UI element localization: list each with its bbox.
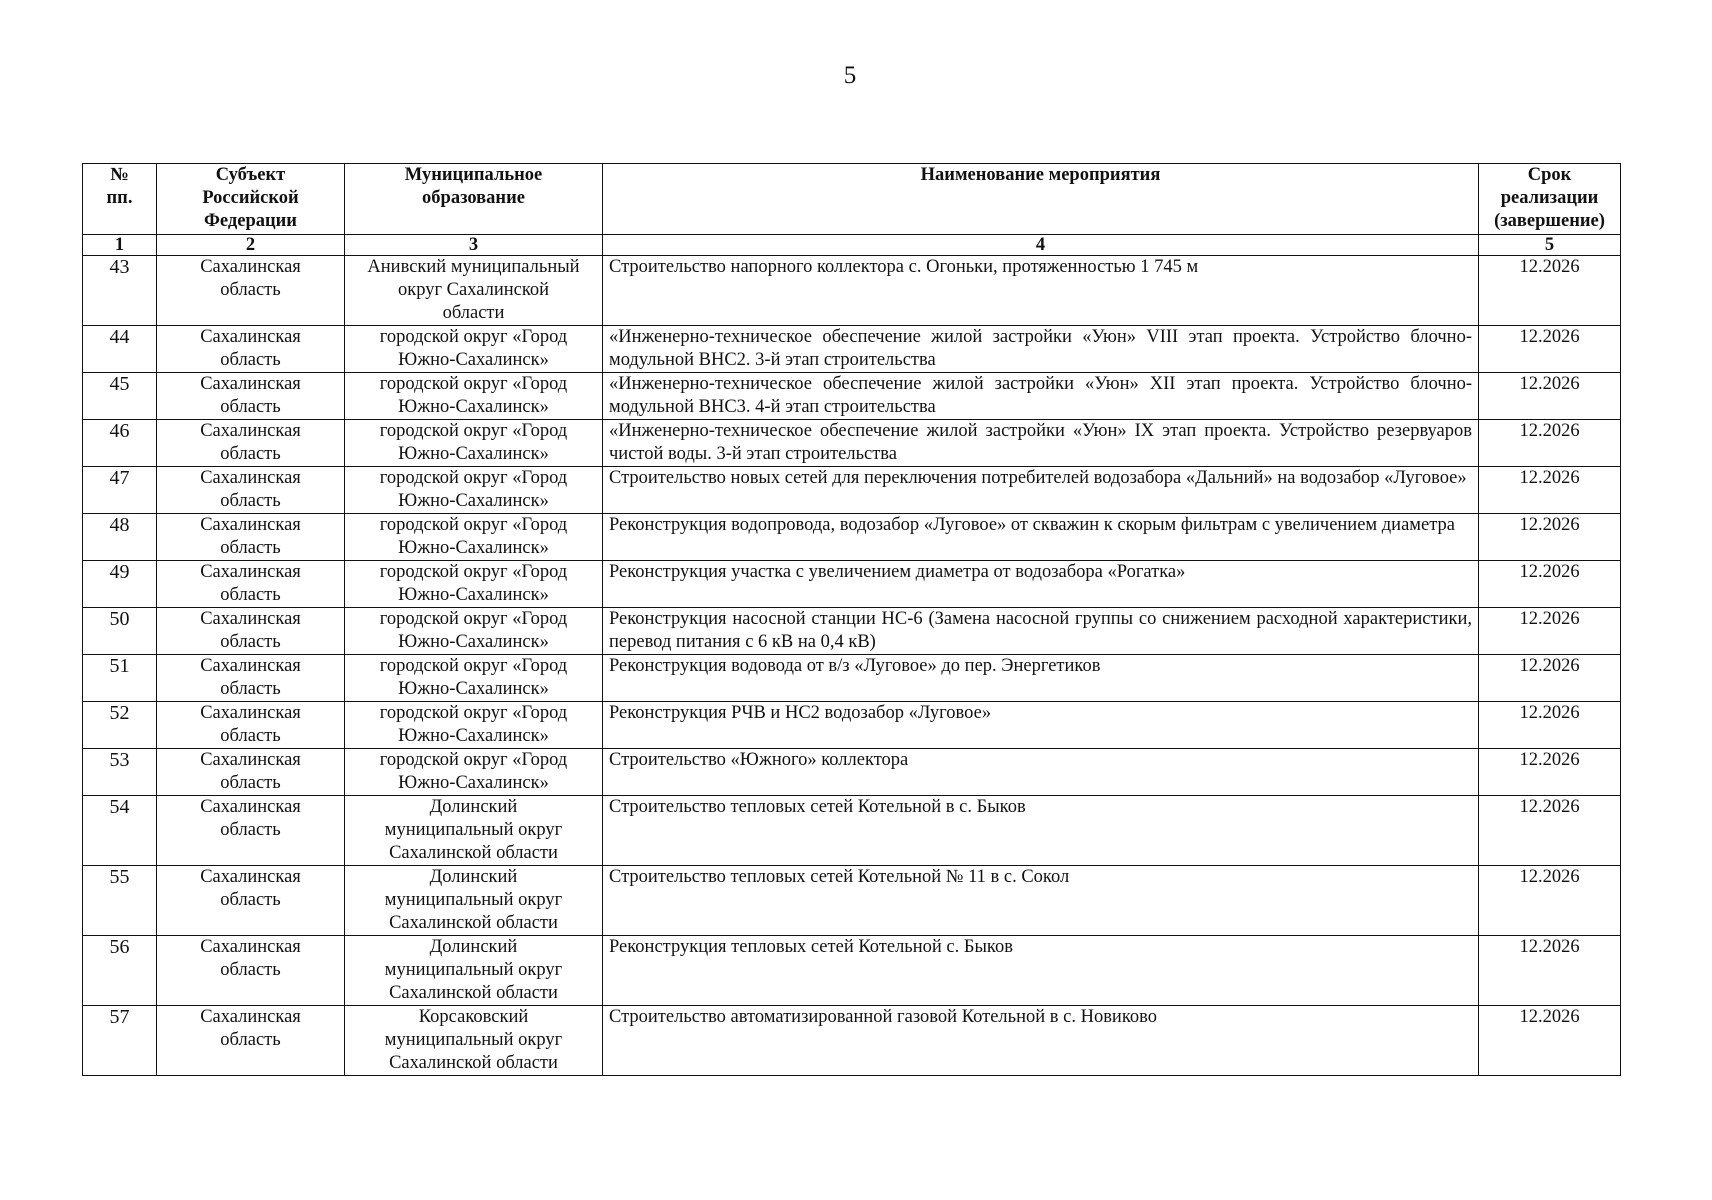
row-deadline: 12.2026 bbox=[1479, 373, 1621, 420]
row-deadline: 12.2026 bbox=[1479, 702, 1621, 749]
row-number: 46 bbox=[83, 420, 157, 467]
row-deadline: 12.2026 bbox=[1479, 326, 1621, 373]
row-measure-name: Строительство автоматизированной газовой Котельной в с. Новиково bbox=[603, 1006, 1479, 1076]
table-row bbox=[83, 420, 1621, 467]
row-deadline: 12.2026 bbox=[1479, 256, 1621, 326]
row-deadline: 12.2026 bbox=[1479, 514, 1621, 561]
row-municipality: городской округ «Город Южно-Сахалинск» bbox=[345, 608, 603, 655]
column-number: 5 bbox=[1479, 235, 1621, 256]
row-subject: Сахалинская область bbox=[157, 1006, 345, 1076]
row-number: 44 bbox=[83, 326, 157, 373]
row-municipality: Долинский муниципальный округ Сахалинской области bbox=[345, 936, 603, 1006]
row-deadline: 12.2026 bbox=[1479, 866, 1621, 936]
row-measure-name: Строительство тепловых сетей Котельной в с. Быков bbox=[603, 796, 1479, 866]
row-measure-name: «Инженерно-техническое обеспечение жилой застройки «Уюн» VIII этап проекта. Устройство блочно-модульной ВНС2. 3-й этап строительства bbox=[603, 326, 1479, 373]
row-municipality: городской округ «Город Южно-Сахалинск» bbox=[345, 514, 603, 561]
row-subject: Сахалинская область bbox=[157, 561, 345, 608]
row-subject: Сахалинская область bbox=[157, 373, 345, 420]
row-subject: Сахалинская область bbox=[157, 702, 345, 749]
row-number: 57 bbox=[83, 1006, 157, 1076]
row-municipality: городской округ «Город Южно-Сахалинск» bbox=[345, 373, 603, 420]
column-number: 3 bbox=[345, 235, 603, 256]
table-row bbox=[83, 326, 1621, 373]
header-subject: Субъект Российской Федерации bbox=[157, 164, 345, 235]
row-subject: Сахалинская область bbox=[157, 326, 345, 373]
header-measure-name: Наименование мероприятия bbox=[603, 164, 1479, 235]
header-municipality: Муниципальное образование bbox=[345, 164, 603, 235]
row-deadline: 12.2026 bbox=[1479, 1006, 1621, 1076]
table-row bbox=[83, 608, 1621, 655]
table-row bbox=[83, 256, 1621, 326]
row-subject: Сахалинская область bbox=[157, 608, 345, 655]
row-number: 47 bbox=[83, 467, 157, 514]
table-row bbox=[83, 1006, 1621, 1076]
row-municipality: Корсаковский муниципальный округ Сахалинской области bbox=[345, 1006, 603, 1076]
row-number: 54 bbox=[83, 796, 157, 866]
table-row bbox=[83, 467, 1621, 514]
row-deadline: 12.2026 bbox=[1479, 608, 1621, 655]
table-row bbox=[83, 702, 1621, 749]
row-measure-name: Реконструкция водовода от в/з «Луговое» до пер. Энергетиков bbox=[603, 655, 1479, 702]
row-number: 48 bbox=[83, 514, 157, 561]
row-number: 50 bbox=[83, 608, 157, 655]
row-deadline: 12.2026 bbox=[1479, 936, 1621, 1006]
row-municipality: Долинский муниципальный округ Сахалинской области bbox=[345, 796, 603, 866]
row-number: 55 bbox=[83, 866, 157, 936]
row-number: 51 bbox=[83, 655, 157, 702]
row-municipality: городской округ «Город Южно-Сахалинск» bbox=[345, 420, 603, 467]
table-row bbox=[83, 514, 1621, 561]
row-measure-name: Реконструкция РЧВ и НС2 водозабор «Луговое» bbox=[603, 702, 1479, 749]
row-measure-name: Реконструкция участка с увеличением диаметра от водозабора «Рогатка» bbox=[603, 561, 1479, 608]
row-municipality: Анивский муниципальный округ Сахалинской области bbox=[345, 256, 603, 326]
row-deadline: 12.2026 bbox=[1479, 467, 1621, 514]
row-number: 56 bbox=[83, 936, 157, 1006]
column-number: 2 bbox=[157, 235, 345, 256]
row-number: 45 bbox=[83, 373, 157, 420]
row-measure-name: «Инженерно-техническое обеспечение жилой застройки «Уюн» IX этап проекта. Устройство резервуаров чистой воды. 3-й этап строительства bbox=[603, 420, 1479, 467]
row-subject: Сахалинская область bbox=[157, 796, 345, 866]
row-measure-name: Строительство тепловых сетей Котельной № 11 в с. Сокол bbox=[603, 866, 1479, 936]
row-measure-name: Реконструкция тепловых сетей Котельной с. Быков bbox=[603, 936, 1479, 1006]
row-subject: Сахалинская область bbox=[157, 256, 345, 326]
row-deadline: 12.2026 bbox=[1479, 561, 1621, 608]
measures-table bbox=[82, 163, 1621, 1076]
row-number: 53 bbox=[83, 749, 157, 796]
row-subject: Сахалинская область bbox=[157, 749, 345, 796]
row-subject: Сахалинская область bbox=[157, 866, 345, 936]
row-deadline: 12.2026 bbox=[1479, 796, 1621, 866]
row-subject: Сахалинская область bbox=[157, 936, 345, 1006]
row-subject: Сахалинская область bbox=[157, 467, 345, 514]
row-measure-name: «Инженерно-техническое обеспечение жилой застройки «Уюн» XII этап проекта. Устройство блочно-модульной ВНС3. 4-й этап строительства bbox=[603, 373, 1479, 420]
row-municipality: городской округ «Город Южно-Сахалинск» bbox=[345, 561, 603, 608]
table-row bbox=[83, 749, 1621, 796]
header-num: № пп. bbox=[83, 164, 157, 235]
row-number: 43 bbox=[83, 256, 157, 326]
table-row bbox=[83, 866, 1621, 936]
column-number: 4 bbox=[603, 235, 1479, 256]
table-row bbox=[83, 796, 1621, 866]
row-measure-name: Строительство напорного коллектора с. Огоньки, протяженностью 1 745 м bbox=[603, 256, 1479, 326]
row-subject: Сахалинская область bbox=[157, 420, 345, 467]
row-measure-name: Реконструкция водопровода, водозабор «Луговое» от скважин к скорым фильтрам с увеличением диаметра bbox=[603, 514, 1479, 561]
table-body bbox=[83, 256, 1621, 1076]
row-deadline: 12.2026 bbox=[1479, 420, 1621, 467]
table-row bbox=[83, 936, 1621, 1006]
page-number: 5 bbox=[843, 62, 857, 89]
column-number-row bbox=[83, 235, 1621, 256]
row-measure-name: Строительство «Южного» коллектора bbox=[603, 749, 1479, 796]
table-row bbox=[83, 373, 1621, 420]
row-municipality: городской округ «Город Южно-Сахалинск» bbox=[345, 655, 603, 702]
row-municipality: городской округ «Город Южно-Сахалинск» bbox=[345, 749, 603, 796]
row-deadline: 12.2026 bbox=[1479, 749, 1621, 796]
table-row bbox=[83, 655, 1621, 702]
row-measure-name: Строительство новых сетей для переключения потребителей водозабора «Дальний» на водозабор «Луговое» bbox=[603, 467, 1479, 514]
column-number: 1 bbox=[83, 235, 157, 256]
row-deadline: 12.2026 bbox=[1479, 655, 1621, 702]
row-number: 49 bbox=[83, 561, 157, 608]
row-measure-name: Реконструкция насосной станции НС-6 (Замена насосной группы со снижением расходной характеристики, перевод питания с 6 кВ на 0,4 кВ) bbox=[603, 608, 1479, 655]
row-number: 52 bbox=[83, 702, 157, 749]
row-municipality: городской округ «Город Южно-Сахалинск» bbox=[345, 467, 603, 514]
header-deadline: Срок реализации (завершение) bbox=[1479, 164, 1621, 235]
row-municipality: Долинский муниципальный округ Сахалинской области bbox=[345, 866, 603, 936]
row-subject: Сахалинская область bbox=[157, 655, 345, 702]
table-row bbox=[83, 561, 1621, 608]
row-subject: Сахалинская область bbox=[157, 514, 345, 561]
row-municipality: городской округ «Город Южно-Сахалинск» bbox=[345, 326, 603, 373]
table-header-row bbox=[83, 164, 1621, 235]
row-municipality: городской округ «Город Южно-Сахалинск» bbox=[345, 702, 603, 749]
